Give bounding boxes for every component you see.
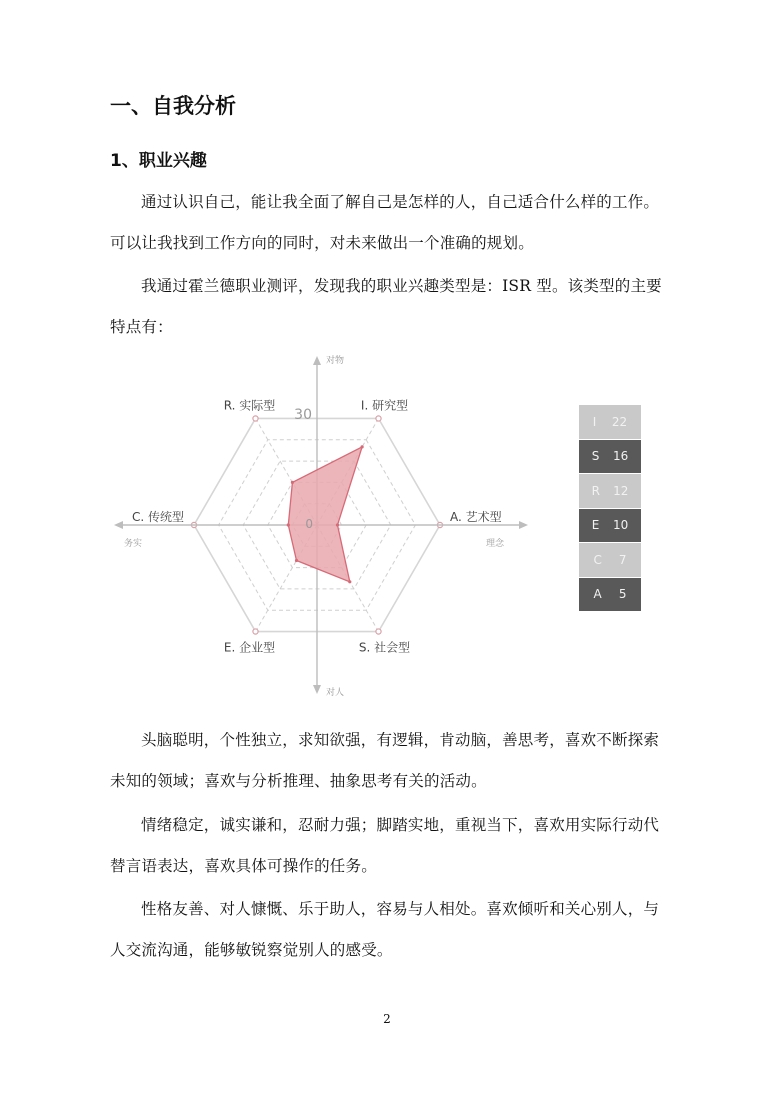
radar-data-shape	[287, 445, 364, 583]
radar-data-area	[288, 447, 362, 582]
legend-value: 12	[613, 483, 629, 498]
legend-value: 5	[618, 587, 627, 602]
legend-code: R	[591, 483, 600, 498]
direction-label-right: 理念	[485, 539, 504, 549]
scale-max-label: 30	[294, 407, 312, 423]
paragraph-type-i: 头脑聪明，个性独立，求知欲强，有逻辑，肯动脑，善思考，喜欢不断探索未知的领域；喜欢与分析推理、抽象思考有关的活动。	[110, 731, 660, 790]
arrow-right-icon	[519, 521, 528, 529]
section-heading: 一、自我分析	[110, 94, 236, 118]
radar-axis-label: E. 企业型	[223, 640, 276, 655]
paragraph-test-result: 我通过霍兰德职业测评，发现我的职业兴趣类型是：ISR 型。该类型的主要特点有：	[110, 277, 662, 336]
paragraph-type-s: 性格友善、对人慷慨、乐于助人，容易与人相处。喜欢倾听和关心别人，与人交流沟通，能够敏锐察觉别人的感受。	[110, 900, 660, 959]
radar-data-point	[336, 523, 339, 526]
radar-vertex-dot	[376, 629, 381, 634]
radar-axis-label: R. 实际型	[223, 398, 276, 413]
radar-data-point	[291, 481, 294, 484]
arrow-up-icon	[313, 356, 321, 365]
direction-label-bottom: 对人	[326, 688, 345, 698]
radar-vertex-dot	[253, 629, 258, 634]
holland-radar-chart	[110, 350, 550, 706]
legend-value: 22	[611, 414, 628, 429]
radar-vertex-dot	[376, 416, 381, 421]
legend-code: C	[593, 552, 602, 567]
score-legend	[579, 405, 641, 612]
legend-value: 16	[612, 449, 629, 464]
legend-row-e	[579, 509, 641, 544]
radar-vertex-dot	[253, 416, 258, 421]
legend-code: E	[591, 518, 600, 533]
radar-axis-label: A. 艺术型	[450, 510, 502, 524]
radar-data-point	[348, 580, 351, 583]
scale-zero-label: 0	[305, 517, 313, 531]
legend-row-s	[579, 440, 641, 475]
radar-axis-label: S. 社会型	[358, 640, 411, 655]
paragraph-intro: 通过认识自己，能让我全面了解自己是怎样的人，自己适合什么样的工作。可以让我找到工作方向的同时，对未来做出一个准确的规划。	[110, 193, 660, 252]
legend-code: A	[593, 587, 602, 602]
arrow-left-icon	[114, 521, 123, 529]
direction-label-left: 务实	[124, 539, 143, 549]
legend-code: S	[591, 449, 600, 464]
legend-value: 10	[612, 518, 629, 533]
legend-row-c	[579, 543, 641, 578]
legend-row-i	[579, 405, 641, 440]
subsection-heading: 1、职业兴趣	[110, 151, 207, 171]
legend-value: 7	[618, 552, 627, 567]
paragraph-type-r: 情绪稳定，诚实谦和，忍耐力强；脚踏实地，重视当下，喜欢用实际行动代替言语表达，喜欢具体可操作的任务。	[110, 816, 660, 875]
arrow-down-icon	[313, 685, 321, 694]
legend-row-a	[579, 578, 641, 613]
direction-label-top: 对物	[326, 356, 345, 366]
legend-row-r	[579, 474, 641, 509]
radar-axis-label: C. 传统型	[131, 510, 184, 524]
radar-data-point	[295, 559, 298, 562]
page-number: 2	[383, 1012, 391, 1026]
radar-axis-label: I. 研究型	[360, 398, 409, 413]
radar-data-point	[287, 523, 290, 526]
legend-code: I	[592, 414, 597, 429]
radar-data-point	[361, 445, 364, 448]
